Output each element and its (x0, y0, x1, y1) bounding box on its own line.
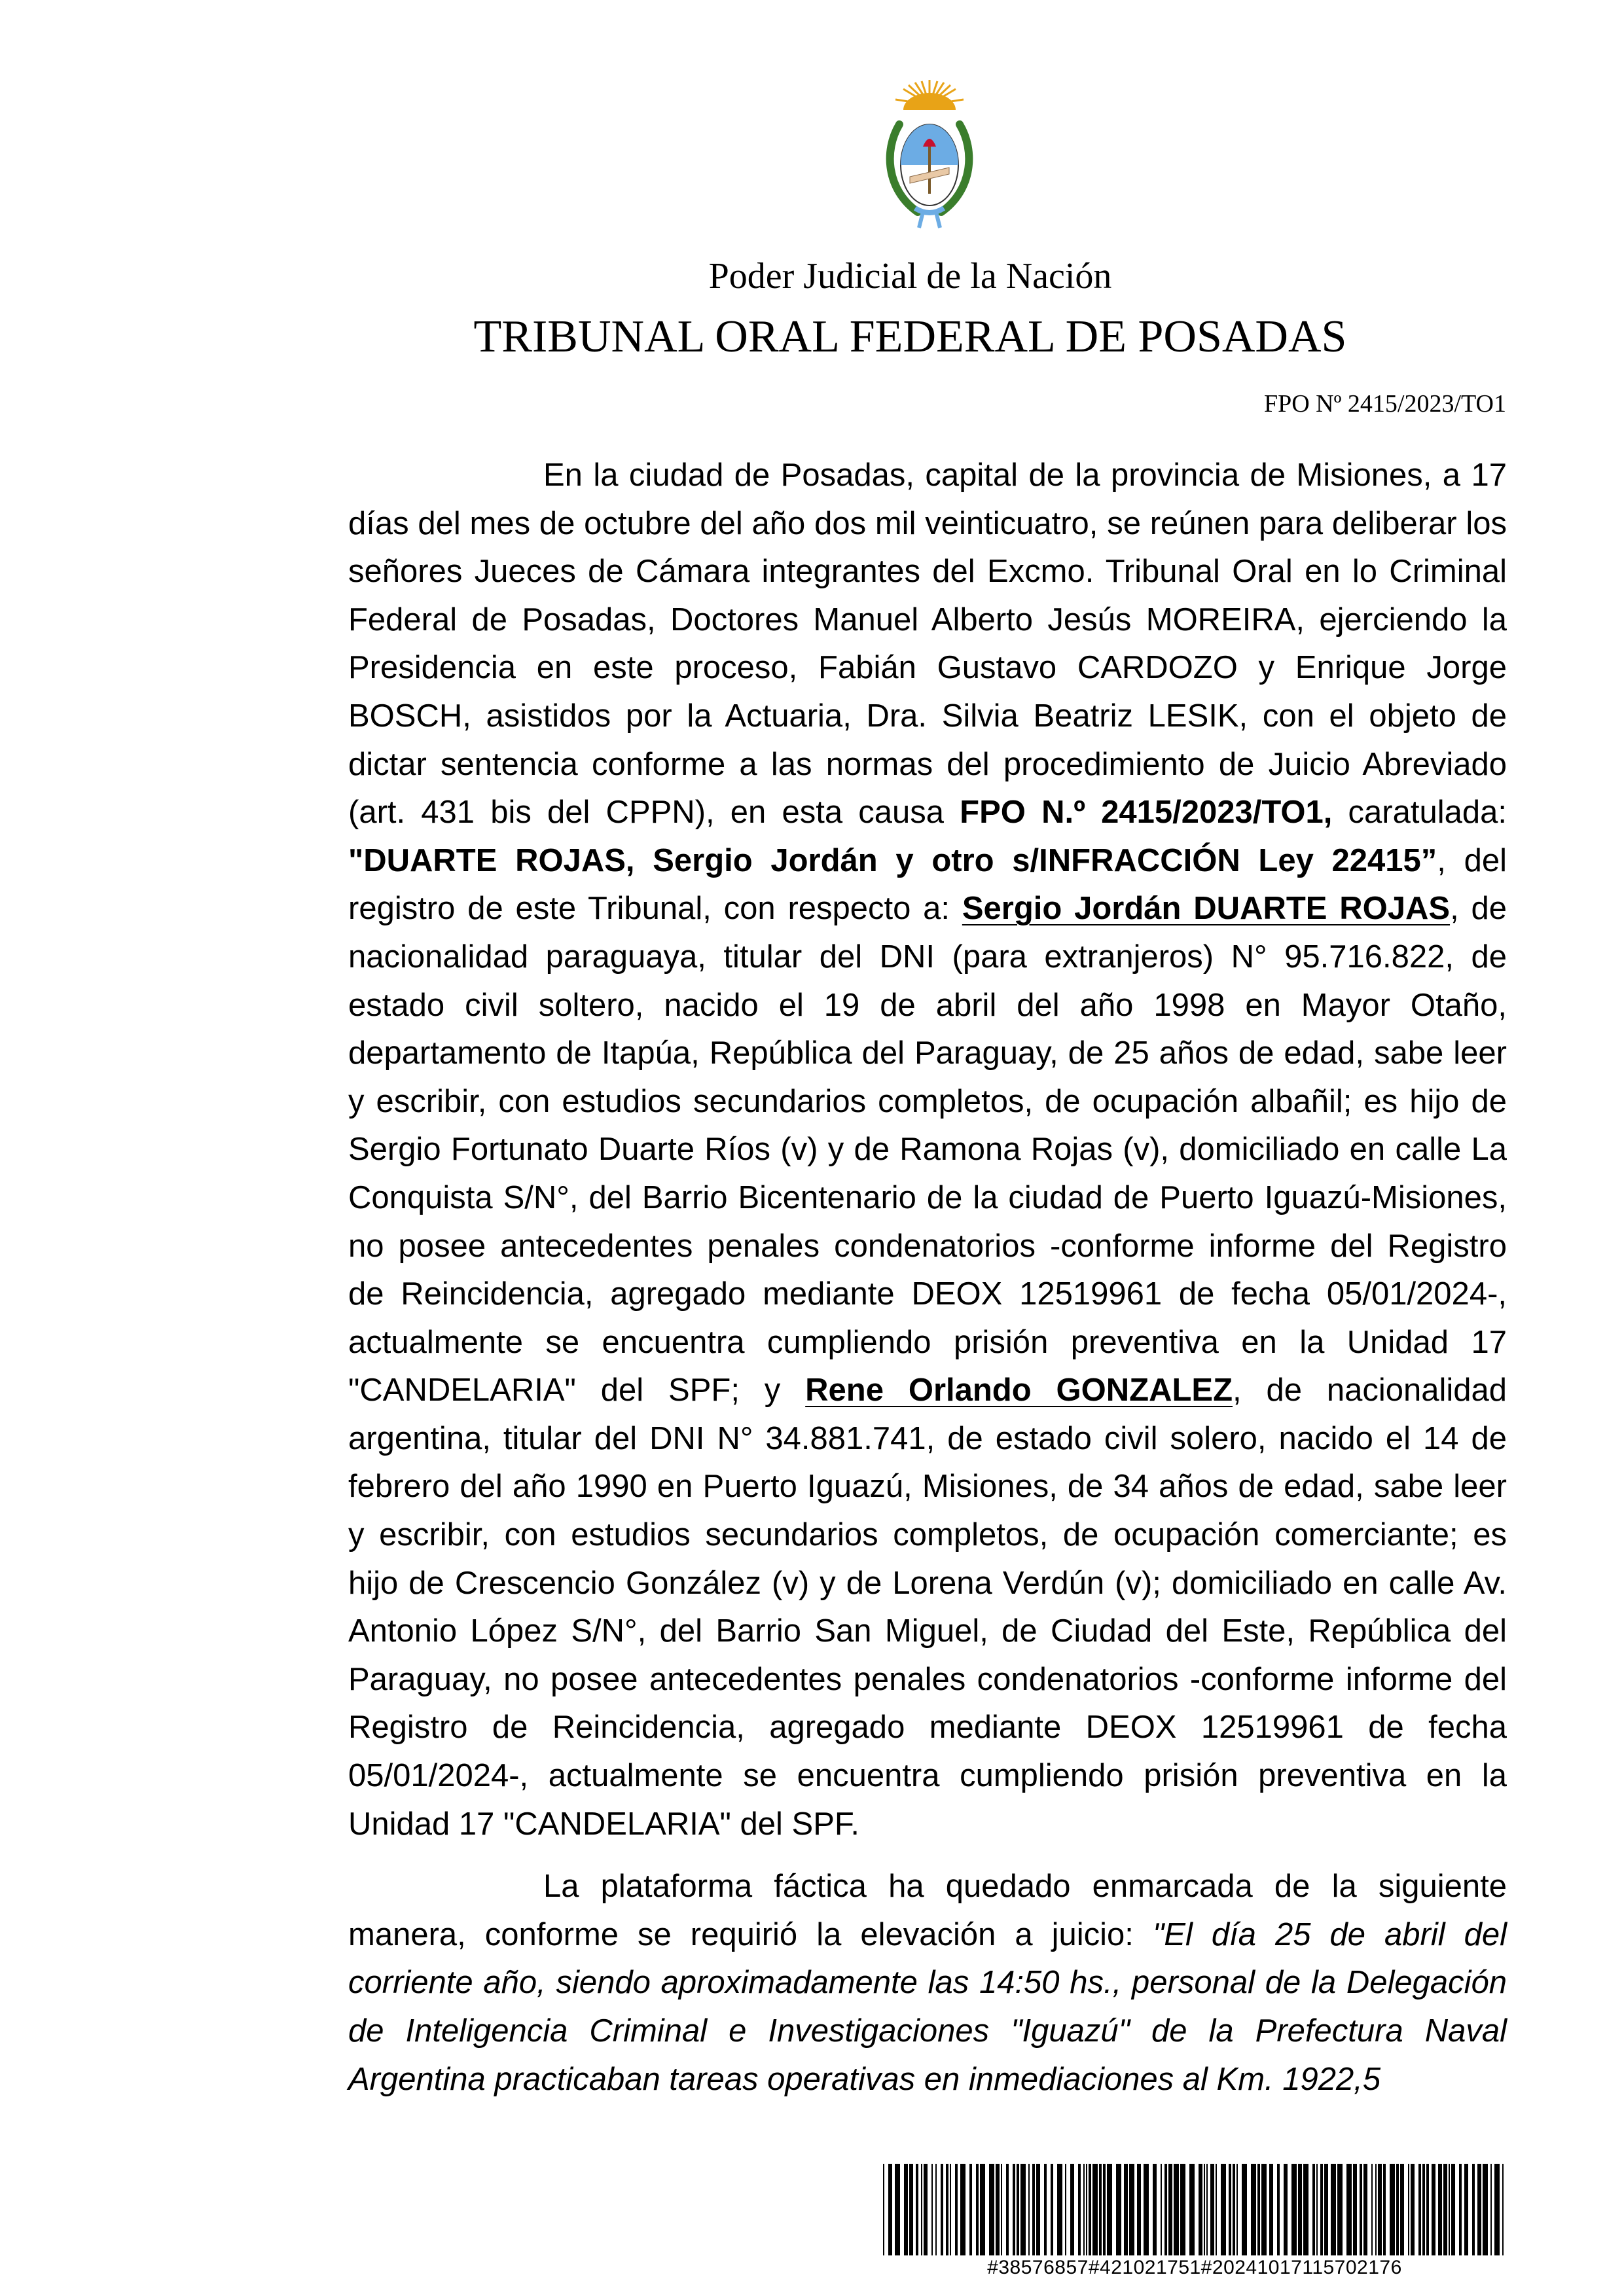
barcode-bar (941, 2164, 943, 2255)
barcode-bar (1432, 2164, 1435, 2255)
barcode-bar (1400, 2164, 1404, 2255)
quoted-facts: "El día 25 de abril del corriente año, siendo aproximadamente las 14:50 hs., personal de la Delegación de Inteligencia Criminal e Investigaciones "Iguazú" de la Prefectura Naval Argentina practicaban tareas operativas en inmediaciones al Km. 1922,5 (348, 1916, 1507, 2097)
barcode-bar (1291, 2164, 1297, 2255)
text-segment: La plataforma fáctica ha quedado enmarcada de la siguiente manera, conforme se requirió la elevación a juicio: (348, 1869, 1507, 1952)
barcode-bar (1189, 2164, 1195, 2255)
barcode-bar (1360, 2164, 1362, 2255)
barcode-bar (1206, 2164, 1208, 2255)
barcode-bar (935, 2164, 937, 2255)
document-body (348, 452, 1507, 2104)
barcode-bar (883, 2164, 884, 2255)
barcode-bar (1103, 2164, 1106, 2255)
barcode-bar (1251, 2164, 1256, 2255)
barcode-bar (1070, 2164, 1074, 2255)
barcode-bar (1261, 2164, 1267, 2255)
barcode-bar (1086, 2164, 1087, 2255)
barcode-bar (1277, 2164, 1280, 2255)
barcode-bar (1204, 2164, 1205, 2255)
barcode-bar (1051, 2164, 1053, 2255)
paragraph-facts (348, 1863, 1507, 2104)
case-reference: FPO N.º 2415/2023/TO1, (960, 795, 1333, 831)
barcode-bar (1337, 2164, 1343, 2255)
barcode-bar (1017, 2164, 1019, 2255)
barcode-bar (931, 2164, 933, 2255)
barcode-bar (1411, 2164, 1415, 2255)
barcode-bar (1451, 2164, 1455, 2255)
barcode-bar (1164, 2164, 1167, 2255)
barcode-bar (989, 2164, 994, 2255)
barcode-bar (924, 2164, 928, 2255)
barcode-bar (1312, 2164, 1315, 2255)
barcode-bar (1449, 2164, 1450, 2255)
barcode-bar (1028, 2164, 1030, 2255)
court-title: TRIBUNAL ORAL FEDERAL DE POSADAS (473, 312, 1347, 362)
barcode-block (880, 2164, 1509, 2279)
barcode-bar (1371, 2164, 1373, 2255)
barcode-bar (1129, 2164, 1134, 2255)
barcode-bar (1490, 2164, 1492, 2255)
text-segment: En la ciudad de Posadas, capital de la provincia de Misiones, a 17 días del mes de octubre del año dos mil veinticuatro, se reúnen para deliberar los señores Jueces de Cámara integrantes del Excmo. Tribunal Oral en lo Criminal Federal de Posadas, Doctores Manuel Alberto Jesús MOREIRA, ejerciendo la Presidencia en este proceso, Fabián Gustavo CARDOZO y Enrique Jorge BOSCH, asistidos por la Actuaria, Dra. Silvia Beatriz LESIK, con el objeto de dictar sentencia conforme a las normas del procedimiento de Juicio Abreviado (art. 431 bis del CPPN), en esta causa (348, 457, 1507, 831)
case-number: FPO Nº 2415/2023/TO1 (1263, 390, 1506, 418)
barcode-bar (1020, 2164, 1026, 2255)
paragraph-preamble (348, 452, 1507, 1848)
barcode-bar (1001, 2164, 1002, 2255)
barcode-bar (1180, 2164, 1185, 2255)
coat-of-arms-icon (877, 79, 982, 236)
institution-title: Poder Judicial de la Nación (708, 256, 1112, 296)
barcode-bar (1320, 2164, 1323, 2255)
barcode-bar (1408, 2164, 1409, 2255)
barcode-bar (1078, 2164, 1081, 2255)
barcode-bar (904, 2164, 908, 2255)
barcode-bar (1303, 2164, 1308, 2255)
barcode-bar (1375, 2164, 1377, 2255)
barcode-bar (1137, 2164, 1141, 2255)
barcode-bar (1036, 2164, 1040, 2255)
barcode-bar (946, 2164, 948, 2255)
barcode-bar (1472, 2164, 1475, 2255)
barcode-bar (1006, 2164, 1009, 2255)
barcode-bar (1032, 2164, 1035, 2255)
text-segment: , de nacionalidad argentina, titular del DNI N° 34.881.741, de estado civil solero, nacido el 14 de febrero del año 1990 en Puerto Iguazú, Misiones, de 34 años de edad, sabe leer y escribir, con estudios secundarios completos, de ocupación comerciante; es hijo de Crescencio González (v) y de Lorena Verdún (v); domiciliado en calle Av. Antonio López S/N°, del Barrio San Miguel, de Ciudad del Este, República del Paraguay, no posee antecedentes penales condenatorios -conforme informe del Registro de Reincidencia, agregado mediante DEOX 12519961 de fecha 05/01/2024-, actualmente se encuentra cumpliendo prisión preventiva en la Unidad 17 "CANDELARIA" del SPF. (348, 1372, 1507, 1842)
barcode-bar (1438, 2164, 1442, 2255)
barcode-bar (1233, 2164, 1235, 2255)
barcode-bar (1257, 2164, 1260, 2255)
barcode-bar (1242, 2164, 1247, 2255)
barcode-bar (1124, 2164, 1128, 2255)
defendant-name-2: Rene Orlando GONZALEZ (805, 1372, 1233, 1408)
barcode-bar (1464, 2164, 1468, 2255)
barcode-bar (1443, 2164, 1447, 2255)
barcode-bar (921, 2164, 922, 2255)
barcode-bar (976, 2164, 979, 2255)
barcode-bar (1236, 2164, 1238, 2255)
barcode-bar (1483, 2164, 1488, 2255)
barcode-bar (1089, 2164, 1091, 2255)
barcode-bar (1107, 2164, 1112, 2255)
barcode-bar (1013, 2164, 1015, 2255)
barcode-bar (895, 2164, 900, 2255)
barcode-bar (1284, 2164, 1288, 2255)
barcode-bar (916, 2164, 918, 2255)
defendant-name-1: Sergio Jordán DUARTE ROJAS (962, 891, 1451, 927)
barcode-bar (1269, 2164, 1273, 2255)
barcode-bar (996, 2164, 1000, 2255)
barcode-bar (1378, 2164, 1382, 2255)
text-segment: caratulada: (1332, 795, 1507, 831)
barcode-bar (1221, 2164, 1226, 2255)
barcode-bar (1396, 2164, 1399, 2255)
barcode-bar (1199, 2164, 1202, 2255)
barcode-bar (1502, 2164, 1504, 2255)
text-segment: , del registro de este Tribunal, con respecto a: (348, 842, 1507, 927)
barcode-bar (980, 2164, 985, 2255)
barcode-bar (1153, 2164, 1157, 2255)
barcode-bar (1390, 2164, 1395, 2255)
barcode-bar (1422, 2164, 1425, 2255)
text-segment: , de nacionalidad paraguaya, titular del DNI (para extranjeros) N° 95.716.822, de estado civil soltero, nacido el 19 de abril del año 1998 en Mayor Otaño, departamento de Itapúa, República del Paraguay, de 25 años de edad, sabe leer y escribir, con estudios secundarios completos, de ocupación albañil; es hijo de Sergio Fortunato Duarte Ríos (v) y de Ramona Rojas (v), domiciliado en calle La Conquista S/N°, del Barrio Bicentenario de la ciudad de Puerto Iguazú-Misiones, no posee antecedentes penales condenatorios -conforme informe del Registro de Reincidencia, agregado mediante DEOX 12519961 de fecha 05/01/2024-, actualmente se encuentra cumpliendo prisión preventiva en la Unidad 17 "CANDELARIA" del SPF; y (348, 891, 1507, 1408)
barcode-bar (950, 2164, 951, 2255)
barcode-bar (955, 2164, 958, 2255)
barcode-bar (1477, 2164, 1481, 2255)
barcode-bar (1083, 2164, 1085, 2255)
barcode-bar (1057, 2164, 1062, 2255)
barcode-bar (1161, 2164, 1162, 2255)
barcode-bar (969, 2164, 972, 2255)
barcode-bar (1353, 2164, 1357, 2255)
barcode-bar (960, 2164, 965, 2255)
barcode-bar (1065, 2164, 1066, 2255)
barcode-bar (1426, 2164, 1429, 2255)
barcode-bar (1168, 2164, 1172, 2255)
barcode-bar (888, 2164, 892, 2255)
barcode-bar (1174, 2164, 1179, 2255)
barcode-bar (1229, 2164, 1231, 2255)
barcode-bar (1116, 2164, 1121, 2255)
barcode-bar (1494, 2164, 1500, 2255)
barcode-icon (880, 2164, 1509, 2255)
barcode-bar (1383, 2164, 1386, 2255)
barcode-bar (1418, 2164, 1421, 2255)
barcode-bar (1363, 2164, 1367, 2255)
barcode-bar (1346, 2164, 1352, 2255)
barcode-bar (1331, 2164, 1336, 2255)
barcode-bar (1459, 2164, 1462, 2255)
barcode-bar (1099, 2164, 1102, 2255)
barcode-bar (909, 2164, 913, 2255)
case-caption: "DUARTE ROJAS, Sergio Jordán y otro s/INFRACCIÓN Ley 22415” (348, 842, 1437, 878)
barcode-bar (1324, 2164, 1328, 2255)
barcode-bar (1316, 2164, 1318, 2255)
barcode-bar (1044, 2164, 1047, 2255)
barcode-bar (1144, 2164, 1149, 2255)
barcode-bar (1298, 2164, 1302, 2255)
barcode-bar (1216, 2164, 1217, 2255)
barcode-bar (1092, 2164, 1098, 2255)
barcode-bar (1210, 2164, 1214, 2255)
barcode-text: #38576857#421021751#20241017115702176 (987, 2257, 1402, 2278)
